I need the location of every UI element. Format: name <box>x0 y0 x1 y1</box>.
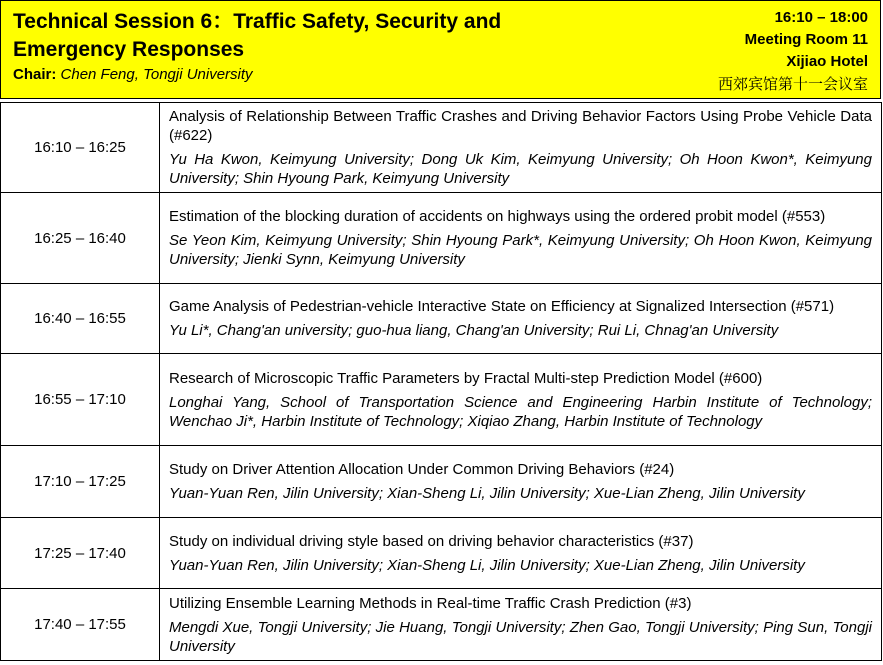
schedule-row <box>1 518 882 589</box>
session-room-chinese: 西郊宾馆第十一会议室 <box>717 75 868 93</box>
chair-label: Chair: <box>13 66 57 83</box>
schedule-row <box>1 446 882 518</box>
schedule-row <box>1 354 882 446</box>
schedule-row <box>1 589 882 661</box>
talk-time: 17:25 – 17:40 <box>1 518 160 589</box>
paper-authors: Yuan-Yuan Ren, Jilin University; Xian-Sheng Li, Jilin University; Xue-Lian Zheng, Jilin University <box>169 485 805 502</box>
session-title: Technical Session 6：Traffic Safety, Security and Emergency Responses <box>13 10 502 61</box>
talk-details <box>160 589 882 661</box>
paper-title: Game Analysis of Pedestrian-vehicle Interactive State on Efficiency at Signalized Intersection (#571) <box>169 298 835 315</box>
talk-time: 17:10 – 17:25 <box>1 446 160 518</box>
talk-details <box>160 354 882 446</box>
session-hotel: Xijiao Hotel <box>786 53 868 70</box>
paper-title: Analysis of Relationship Between Traffic Crashes and Driving Behavior Factors Using Probe Vehicle Data (#622) <box>169 108 872 144</box>
schedule-row <box>1 103 882 193</box>
session-header <box>0 0 881 99</box>
session-chair <box>13 66 253 83</box>
session-room: Meeting Room 11 <box>744 31 868 48</box>
paper-title: Study on Driver Attention Allocation Under Common Driving Behaviors (#24) <box>169 461 675 478</box>
talk-time: 16:25 – 16:40 <box>1 193 160 284</box>
talk-details <box>160 103 882 193</box>
talk-details <box>160 193 882 284</box>
schedule-table <box>0 102 882 661</box>
paper-authors: Longhai Yang, School of Transportation Science and Engineering Harbin Institute of Technology; Wenchao Ji*, Harbin Institute of Technology; Xiqiao Zhang, Harbin Institute of Technology <box>169 393 872 430</box>
schedule-row <box>1 193 882 284</box>
paper-authors: Yu Ha Kwon, Keimyung University; Dong Uk Kim, Keimyung University; Oh Hoon Kwon*, Keimyung University; Shin Hyoung Park, Keimyung University <box>169 151 872 187</box>
paper-title: Research of Microscopic Traffic Parameters by Fractal Multi-step Prediction Model (#600) <box>169 369 763 387</box>
talk-details <box>160 446 882 518</box>
paper-title: Estimation of the blocking duration of accidents on highways using the ordered probit model (#553) <box>169 208 826 225</box>
talk-details <box>160 518 882 589</box>
talk-time: 16:55 – 17:10 <box>1 354 160 446</box>
paper-authors: Yu Li*, Chang'an university; guo-hua liang, Chang'an University; Rui Li, Chnag'an University <box>169 322 779 339</box>
session-meta <box>718 7 868 95</box>
schedule-body <box>1 103 882 661</box>
paper-authors: Mengdi Xue, Tongji University; Jie Huang, Tongji University; Zhen Gao, Tongji University; Ping Sun, Tongji University <box>169 618 872 655</box>
paper-authors: Yuan-Yuan Ren, Jilin University; Xian-Sheng Li, Jilin University; Xue-Lian Zheng, Jilin University <box>169 556 805 574</box>
schedule-row <box>1 284 882 354</box>
chair-name: Chen Feng, Tongji University <box>60 66 253 83</box>
talk-time: 16:10 – 16:25 <box>1 103 160 193</box>
talk-time: 17:40 – 17:55 <box>1 589 160 661</box>
session-time: 16:10 – 18:00 <box>774 9 868 26</box>
paper-authors: Se Yeon Kim, Keimyung University; Shin Hyoung Park*, Keimyung University; Oh Hoon Kwon, Keimyung University; Jienki Synn, Keimyung University <box>169 232 872 268</box>
talk-details <box>160 284 882 354</box>
talk-time: 16:40 – 16:55 <box>1 284 160 354</box>
paper-title: Utilizing Ensemble Learning Methods in Real-time Traffic Crash Prediction (#3) <box>169 594 692 612</box>
paper-title: Study on individual driving style based on driving behavior characteristics (#37) <box>169 532 694 550</box>
